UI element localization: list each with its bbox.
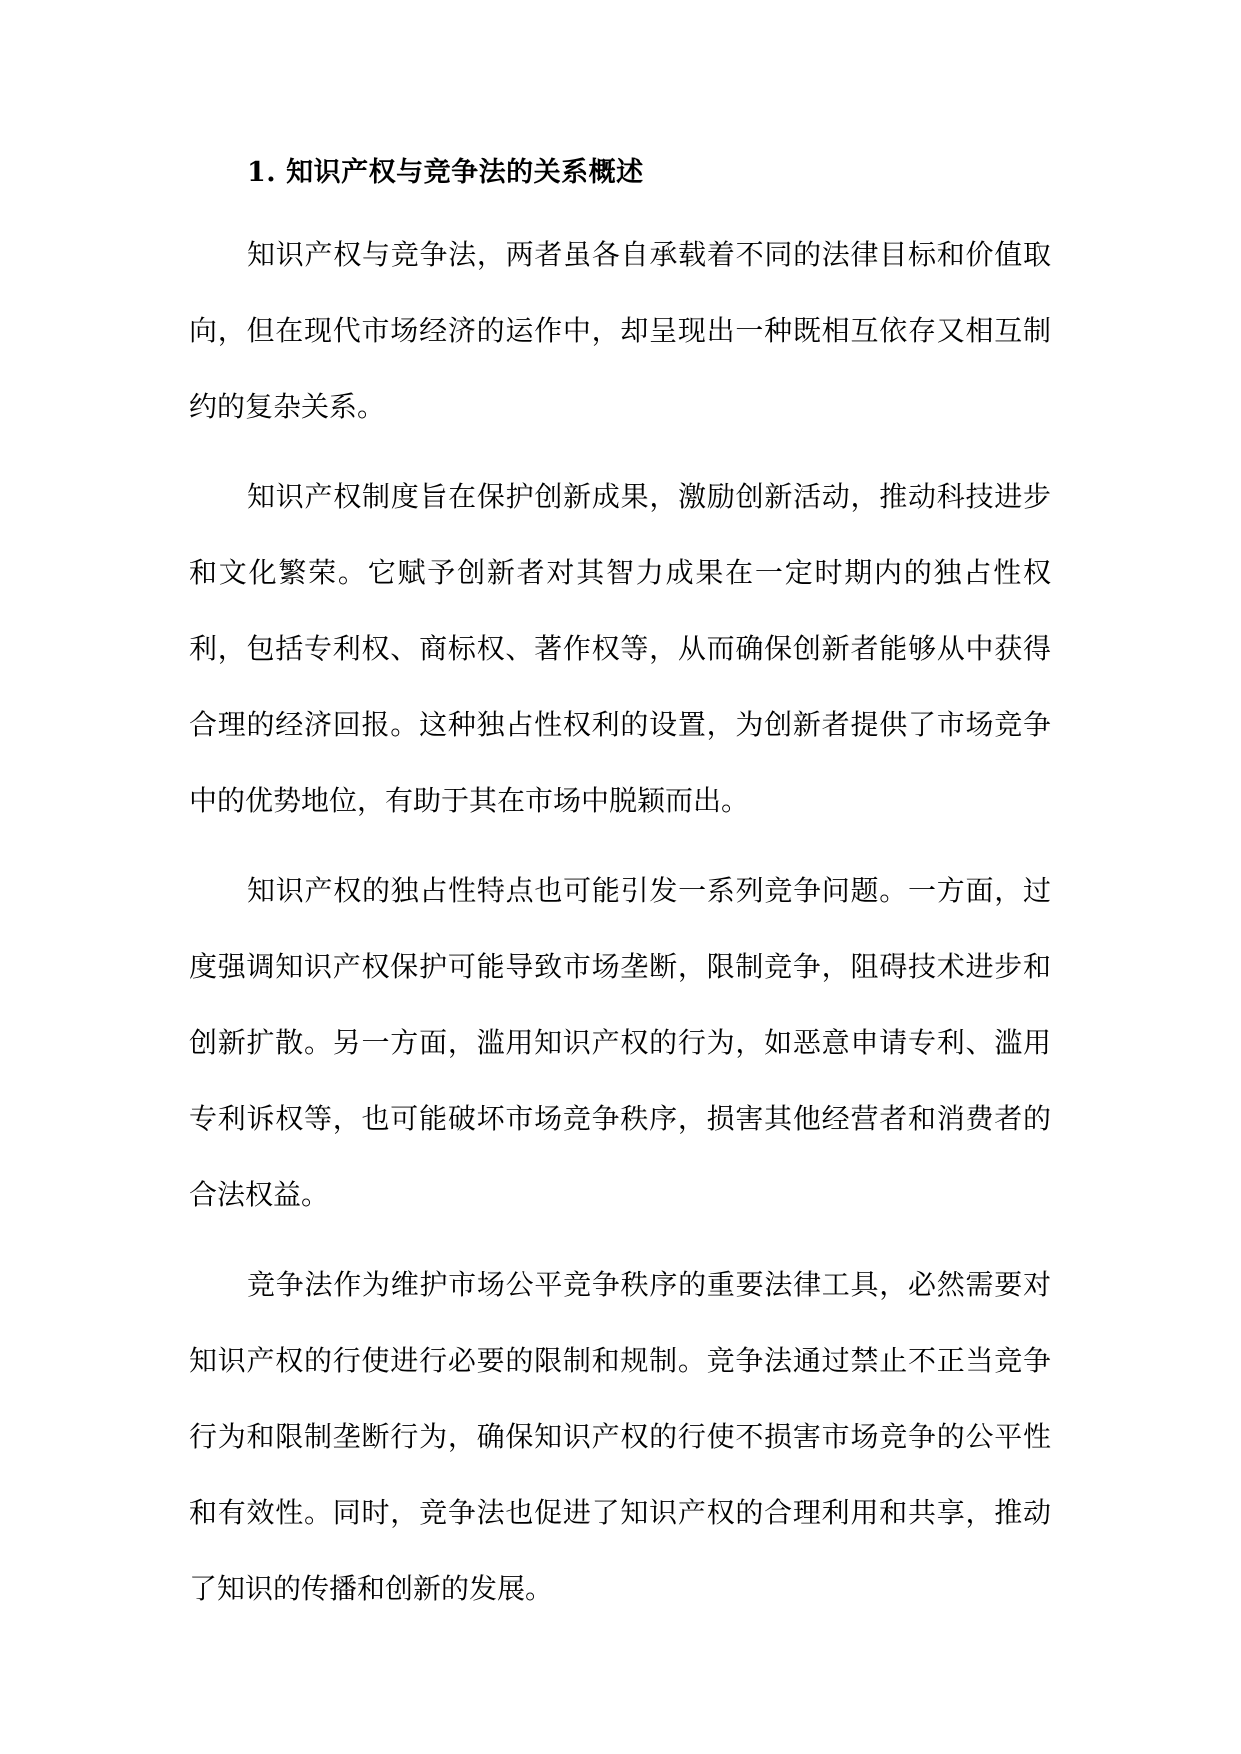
- paragraph-2: 知识产权制度旨在保护创新成果，激励创新活动，推动科技进步和文化繁荣。它赋予创新者对其智力成果在一定时期内的独占性权利，包括专利权、商标权、著作权等，从而确保创新者能够从中获得合理的经济回报。这种独占性权利的设置，为创新者提供了市场竞争中的优势地位，有助于其在市场中脱颖而出。: [189, 480, 1051, 817]
- paragraph-3: 知识产权的独占性特点也可能引发一系列竞争问题。一方面，过度强调知识产权保护可能导致市场垄断，限制竞争，阻碍技术进步和创新扩散。另一方面，滥用知识产权的行为，如恶意申请专利、滥用专利诉权等，也可能破坏市场竞争秩序，损害其他经营者和消费者的合法权益。: [189, 874, 1051, 1211]
- paragraph-1: 知识产权与竞争法，两者虽各自承载着不同的法律目标和价值取向，但在现代市场经济的运作中，却呈现出一种既相互依存又相互制约的复杂关系。: [189, 238, 1051, 423]
- document-body: [189, 143, 1051, 1627]
- paragraph-4: 竞争法作为维护市场公平竞争秩序的重要法律工具，必然需要对知识产权的行使进行必要的限制和规制。竞争法通过禁止不正当竞争行为和限制垄断行为，确保知识产权的行使不损害市场竞争的公平性和有效性。同时，竞争法也促进了知识产权的合理利用和共享，推动了知识的传播和创新的发展。: [189, 1268, 1051, 1605]
- section-heading: 1. 知识产权与竞争法的关系概述: [247, 157, 644, 188]
